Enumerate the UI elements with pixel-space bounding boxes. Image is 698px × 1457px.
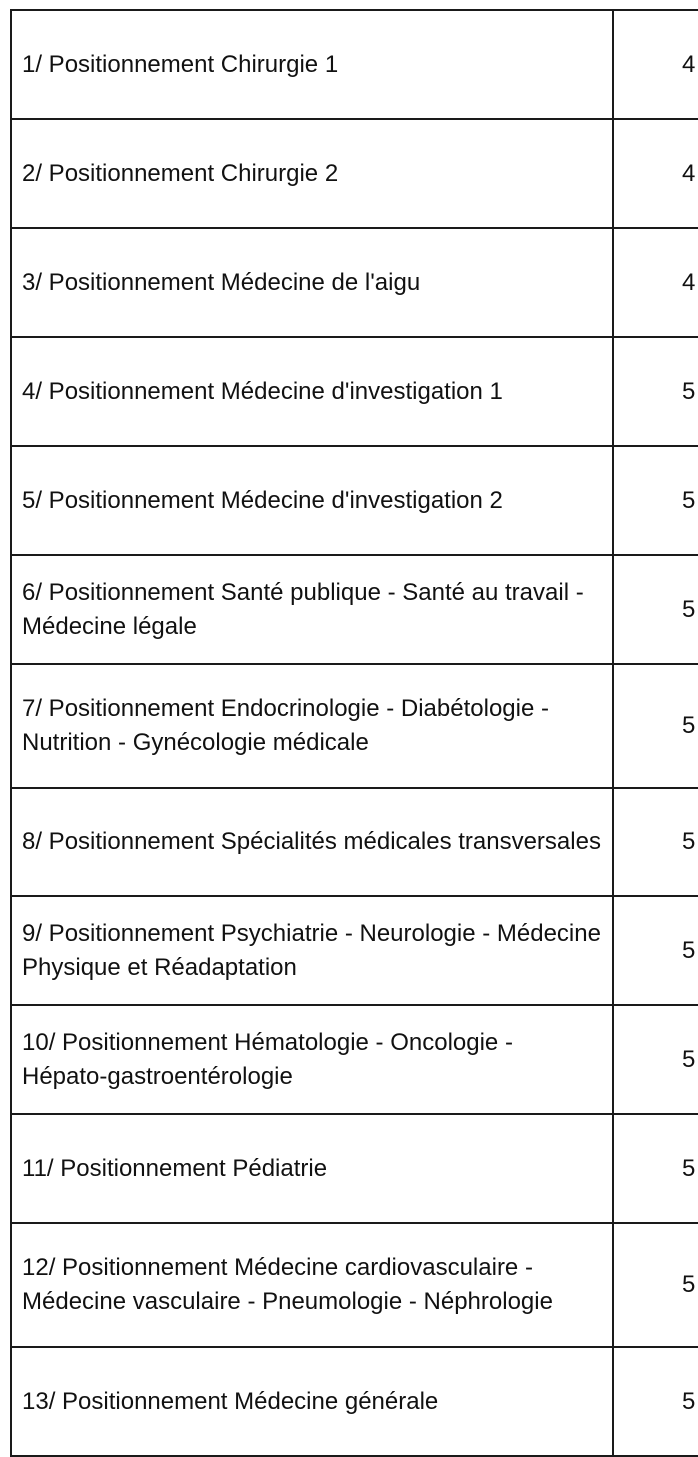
table-row (11, 1223, 698, 1347)
row-value: 5 (613, 896, 698, 1005)
table-row (11, 446, 698, 555)
row-label: 6/ Positionnement Santé publique - Santé au travail - Médecine légale (11, 555, 613, 664)
table-row (11, 788, 698, 896)
row-label: 1/ Positionnement Chirurgie 1 (11, 10, 613, 119)
row-value: 5 (613, 1005, 698, 1114)
row-label: 10/ Positionnement Hématologie - Oncologie - Hépato-gastroentérologie (11, 1005, 613, 1114)
row-label: 11/ Positionnement Pédiatrie (11, 1114, 613, 1223)
table-row (11, 1347, 698, 1456)
row-value: 4 (613, 228, 698, 337)
row-label: 2/ Positionnement Chirurgie 2 (11, 119, 613, 228)
table-row (11, 1114, 698, 1223)
row-value: 5 (613, 788, 698, 896)
row-value: 5 (613, 1223, 698, 1347)
row-label: 8/ Positionnement Spécialités médicales transversales (11, 788, 613, 896)
row-value: 4 (613, 119, 698, 228)
row-value: 4 (613, 10, 698, 119)
table-row (11, 1005, 698, 1114)
row-value: 5 (613, 1347, 698, 1456)
table-row (11, 228, 698, 337)
positioning-table (10, 9, 698, 1457)
table-row (11, 10, 698, 119)
row-value: 5 (613, 446, 698, 555)
row-value: 5 (613, 664, 698, 788)
row-label: 5/ Positionnement Médecine d'investigation 2 (11, 446, 613, 555)
row-label: 12/ Positionnement Médecine cardiovasculaire - Médecine vasculaire - Pneumologie - Néphrologie (11, 1223, 613, 1347)
row-label: 3/ Positionnement Médecine de l'aigu (11, 228, 613, 337)
table-row (11, 337, 698, 446)
table-row (11, 119, 698, 228)
row-value: 5 (613, 555, 698, 664)
row-value: 5 (613, 337, 698, 446)
row-label: 13/ Positionnement Médecine générale (11, 1347, 613, 1456)
row-label: 4/ Positionnement Médecine d'investigation 1 (11, 337, 613, 446)
table-row (11, 664, 698, 788)
row-label: 9/ Positionnement Psychiatrie - Neurologie - Médecine Physique et Réadaptation (11, 896, 613, 1005)
positioning-table-body (11, 10, 698, 1456)
row-value: 5 (613, 1114, 698, 1223)
row-label: 7/ Positionnement Endocrinologie - Diabétologie - Nutrition - Gynécologie médicale (11, 664, 613, 788)
table-row (11, 896, 698, 1005)
table-row (11, 555, 698, 664)
